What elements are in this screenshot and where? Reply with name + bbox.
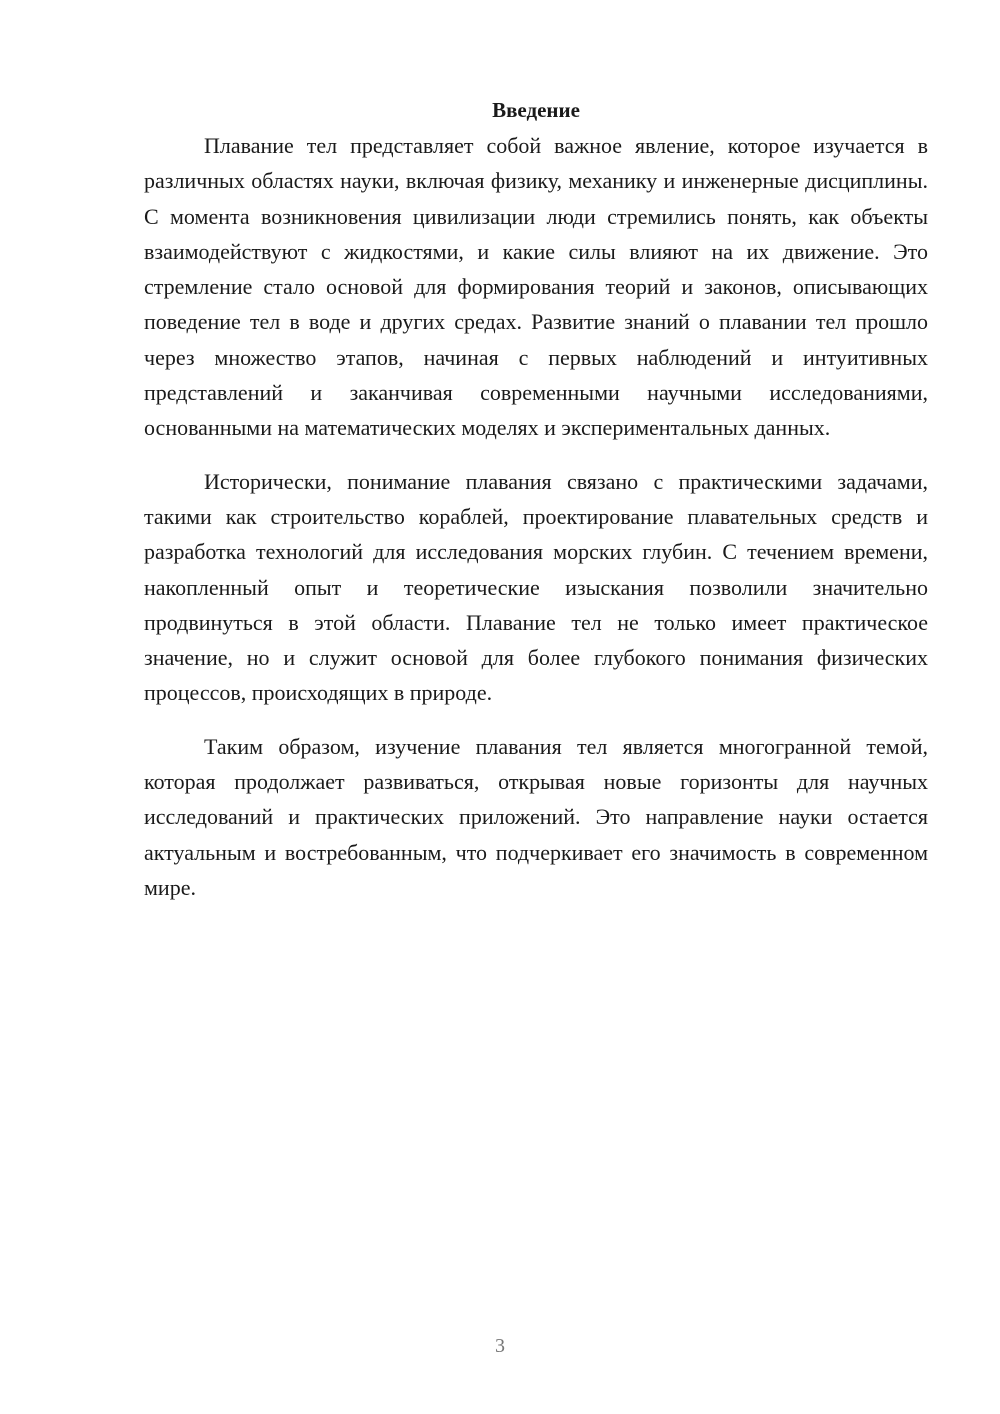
paragraph-3: Таким образом, изучение плавания тел является многогранной темой, которая продолжает развиваться, открывая новые горизонты для научных исследований и практических приложений. Это направление науки остается актуальным и востребованным, что подчеркивает его значимость в современном мире. — [144, 733, 928, 900]
page-content — [144, 95, 928, 923]
page-number: 3 — [495, 1335, 505, 1357]
section-heading: Введение — [492, 98, 580, 122]
paragraph-1: Плавание тел представляет собой важное явление, которое изучается в различных областях науки, включая физику, механику и инженерные дисциплины. С момента возникновения цивилизации люди стремились понять, как объекты взаимодействуют с жидкостями, и какие силы влияют на их движение. Это стремление стало основой для формирования теорий и законов, описывающих поведение тел в воде и других средах. Развитие знаний о плавании тел прошло через множество этапов, начиная с первых наблюдений и интуитивных представлений и заканчивая современными научными исследованиями, основанными на математических моделях и экспериментальных данных. — [144, 133, 928, 441]
paragraph-2: Исторически, понимание плавания связано с практическими задачами, такими как строительство кораблей, проектирование плавательных средств и разработка технологий для исследования морских глубин. С течением времени, накопленный опыт и теоретические изыскания позволили значительно продвинуться в этой области. Плавание тел не только имеет практическое значение, но и служит основой для более глубокого понимания физических процессов, происходящих в природе. — [144, 468, 928, 706]
